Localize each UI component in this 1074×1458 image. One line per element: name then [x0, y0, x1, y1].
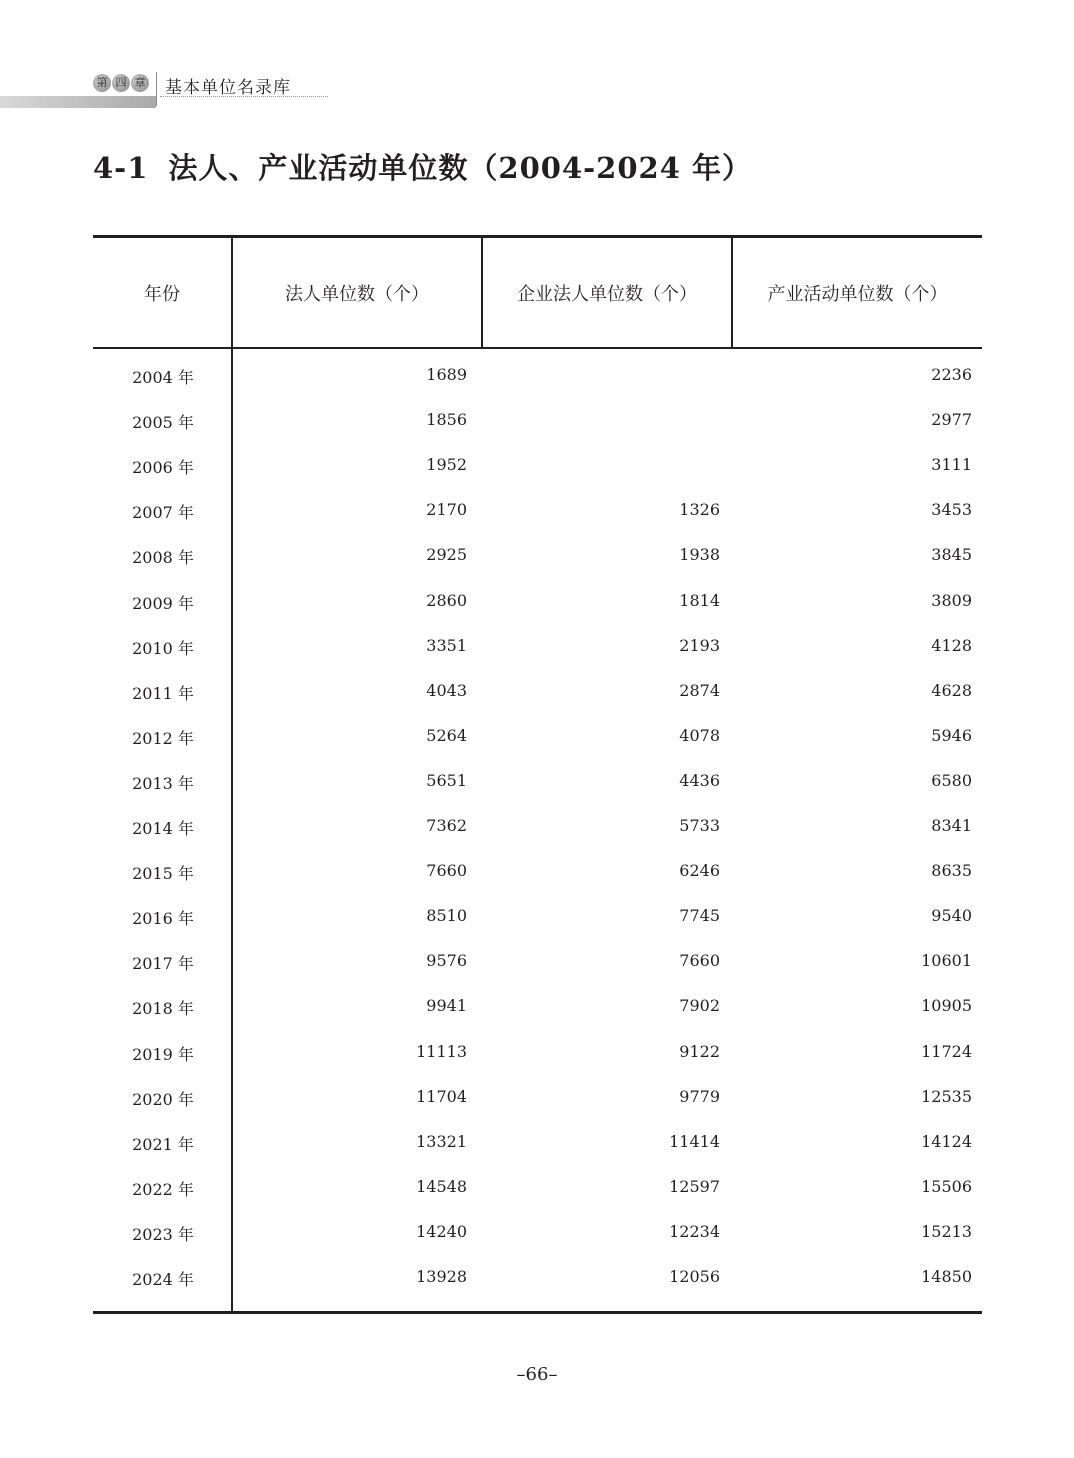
header-enterprise-units: 企业法人单位数（个）	[517, 283, 697, 305]
cell-legal-units: 7362	[426, 816, 467, 835]
cell-legal-units: 2170	[426, 500, 467, 520]
cell-legal-units: 3351	[426, 635, 467, 655]
table-row	[93, 984, 982, 1029]
cell-enterprise-units: 4078	[679, 725, 720, 745]
cell-activity-units: 3453	[931, 500, 972, 520]
cell-legal-units: 1952	[426, 455, 467, 475]
header-gray-bar	[0, 96, 156, 108]
table-row	[93, 353, 982, 398]
cell-legal-units: 1689	[426, 365, 467, 384]
header-activity-units: 产业活动单位数（个）	[767, 283, 948, 305]
table-row	[93, 624, 982, 669]
table-row	[93, 894, 982, 939]
cell-enterprise-units: 12056	[669, 1267, 720, 1286]
cell-legal-units: 2925	[426, 545, 467, 565]
header-dotted-rule	[160, 96, 328, 97]
cell-legal-units: 9576	[426, 951, 467, 971]
cell-activity-units: 9540	[931, 906, 972, 926]
cell-enterprise-units: 5733	[679, 816, 720, 835]
table-row	[93, 804, 982, 849]
cell-activity-units: 11724	[921, 1041, 972, 1061]
cell-activity-units: 14850	[921, 1267, 972, 1286]
cell-year: 2018 年	[132, 999, 194, 1019]
table-bottom-rule	[93, 1311, 982, 1314]
cell-activity-units: 10905	[921, 996, 972, 1016]
cell-year: 2021 年	[132, 1134, 194, 1154]
cell-legal-units: 8510	[426, 906, 467, 926]
table-row	[93, 488, 982, 533]
cell-enterprise-units: 9122	[679, 1041, 720, 1061]
cell-enterprise-units: 7902	[679, 996, 720, 1016]
cell-year: 2011 年	[132, 683, 194, 703]
cell-year: 2017 年	[132, 954, 194, 974]
cell-legal-units: 2860	[426, 590, 467, 610]
cell-year: 2024 年	[132, 1270, 194, 1289]
cell-activity-units: 15506	[921, 1176, 972, 1196]
cell-enterprise-units: 7745	[679, 906, 720, 926]
cell-enterprise-units: 7660	[679, 951, 720, 971]
table-row	[93, 1075, 982, 1120]
cell-enterprise-units: 9779	[679, 1086, 720, 1106]
cell-legal-units: 5651	[426, 770, 467, 790]
cell-enterprise-units: 11414	[669, 1131, 720, 1151]
table-title-text: 法人、产业活动单位数	[168, 151, 469, 185]
chapter-badge-char: 第	[93, 74, 111, 92]
cell-year: 2004 年	[132, 368, 194, 387]
cell-activity-units: 10601	[921, 951, 972, 971]
table-row	[93, 1030, 982, 1075]
cell-enterprise-units: 2874	[679, 680, 720, 700]
cell-legal-units: 14548	[416, 1176, 467, 1196]
cell-enterprise-units: 4436	[679, 770, 720, 790]
table-row	[93, 759, 982, 804]
cell-year: 2010 年	[132, 638, 194, 658]
cell-year: 2006 年	[132, 458, 194, 478]
cell-activity-units: 8341	[931, 816, 972, 835]
cell-activity-units: 2236	[931, 365, 972, 384]
cell-activity-units: 6580	[931, 770, 972, 790]
table-row	[93, 1120, 982, 1165]
section-title: 基本单位名录库	[165, 78, 291, 98]
cell-activity-units: 12535	[921, 1086, 972, 1106]
cell-enterprise-units: 12597	[669, 1176, 720, 1196]
chapter-badge	[93, 74, 149, 92]
table-row	[93, 1165, 982, 1210]
cell-activity-units: 15213	[921, 1221, 972, 1241]
cell-year: 2005 年	[132, 413, 194, 433]
cell-legal-units: 11113	[416, 1041, 467, 1061]
cell-legal-units: 13321	[416, 1131, 467, 1151]
table-row	[93, 398, 982, 443]
cell-year: 2019 年	[132, 1044, 194, 1064]
cell-enterprise-units: 1938	[679, 545, 720, 565]
cell-enterprise-units: 2193	[679, 635, 720, 655]
table-number: 4-1	[93, 151, 149, 185]
cell-legal-units: 4043	[426, 680, 467, 700]
cell-activity-units: 4628	[931, 680, 972, 700]
cell-activity-units: 3809	[931, 590, 972, 610]
cell-activity-units: 4128	[931, 635, 972, 655]
header-divider	[156, 72, 157, 106]
header-legal-units: 法人单位数（个）	[285, 283, 429, 305]
cell-legal-units: 11704	[416, 1086, 467, 1106]
cell-activity-units: 5946	[931, 725, 972, 745]
cell-year: 2014 年	[132, 819, 194, 838]
cell-year: 2009 年	[132, 593, 194, 613]
cell-enterprise-units: 1814	[679, 590, 720, 610]
table-row	[93, 1210, 982, 1255]
chapter-badge-char: 章	[131, 74, 149, 92]
cell-enterprise-units: 6246	[679, 861, 720, 881]
cell-legal-units: 7660	[426, 861, 467, 881]
cell-year: 2022 年	[132, 1179, 194, 1199]
table-row	[93, 714, 982, 759]
cell-year: 2015 年	[132, 864, 194, 884]
table-row	[93, 669, 982, 714]
cell-year: 2007 年	[132, 503, 194, 523]
cell-activity-units: 2977	[931, 410, 972, 430]
cell-activity-units: 3111	[931, 455, 972, 475]
cell-legal-units: 1856	[426, 410, 467, 430]
chapter-badge-char: 四	[112, 74, 130, 92]
cell-legal-units: 13928	[416, 1267, 467, 1286]
page-number: –66–	[516, 1364, 558, 1385]
table-header-rule	[93, 347, 982, 349]
cell-year: 2012 年	[132, 728, 194, 748]
table-title	[93, 146, 752, 187]
cell-legal-units: 9941	[426, 996, 467, 1016]
table-row	[93, 939, 982, 984]
table-row	[93, 579, 982, 624]
cell-legal-units: 5264	[426, 725, 467, 745]
cell-year: 2016 年	[132, 909, 194, 929]
table-title-range: （2004-2024 年）	[468, 151, 752, 185]
cell-year: 2023 年	[132, 1224, 194, 1244]
cell-activity-units: 3845	[931, 545, 972, 565]
cell-activity-units: 14124	[921, 1131, 972, 1151]
header-year: 年份	[144, 283, 180, 305]
table-row	[93, 1255, 982, 1300]
table-row	[93, 533, 982, 578]
cell-year: 2013 年	[132, 773, 194, 793]
cell-enterprise-units: 12234	[669, 1221, 720, 1241]
cell-activity-units: 8635	[931, 861, 972, 881]
cell-enterprise-units: 1326	[679, 500, 720, 520]
table-row	[93, 849, 982, 894]
cell-year: 2020 年	[132, 1089, 194, 1109]
table-row	[93, 443, 982, 488]
cell-year: 2008 年	[132, 548, 194, 568]
cell-legal-units: 14240	[416, 1221, 467, 1241]
